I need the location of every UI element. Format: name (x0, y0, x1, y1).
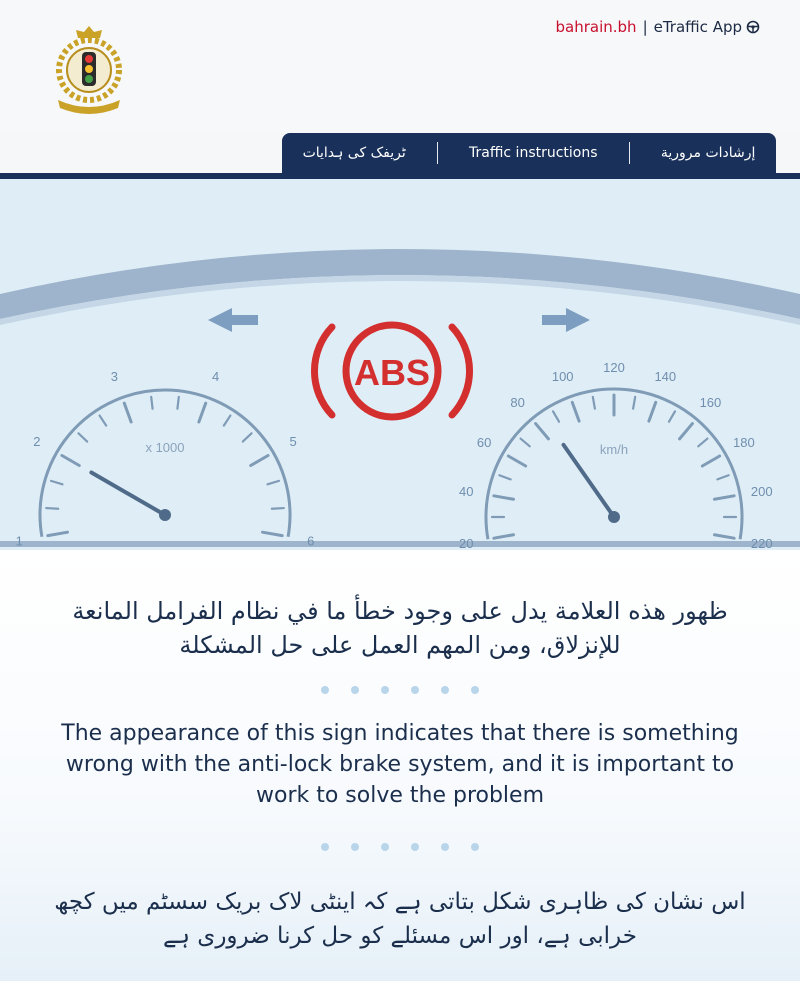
tach-tick-label: 4 (212, 368, 220, 384)
tach-tick-label: 5 (289, 434, 297, 449)
speedometer-unit-label: km/h (599, 442, 629, 457)
dot-separator (0, 843, 800, 851)
tach-tick (48, 532, 68, 535)
speedometer-tick (714, 496, 734, 499)
tach-tick (262, 532, 282, 535)
speedometer-tick-label: 180 (733, 435, 755, 450)
tach-tick (272, 508, 284, 509)
tach-tick (199, 403, 206, 422)
speedometer-tick (521, 439, 530, 447)
speedometer-needle-hub (608, 511, 620, 523)
tach-tick-label: 6 (307, 533, 315, 549)
tab-arabic[interactable]: إرشادات مرورية (660, 145, 756, 161)
speedometer-tick-label: 120 (603, 360, 625, 375)
tach-tick (124, 403, 131, 422)
speedometer-tick (508, 456, 525, 466)
language-tabs (282, 133, 776, 173)
speedometer-tick (593, 397, 595, 409)
speedometer-tick (494, 496, 514, 499)
tab-english[interactable]: Traffic instructions (469, 145, 598, 161)
tachometer-gauge (16, 369, 315, 549)
source-divider: | (642, 18, 648, 36)
urdu-message: اس نشان کی ظاہری شکل بتاتی ہے کہ اینٹی لاک بریک سسٹم میں کچھ خرابی ہے، اور اس مسئلے کو حل کرنا ضروری ہے (54, 889, 746, 949)
tach-tick (251, 456, 268, 466)
header-bar (0, 0, 800, 130)
tach-needle-hub (159, 509, 171, 521)
speedometer-tick-label: 60 (476, 435, 492, 450)
tab-divider (437, 142, 438, 164)
speedometer-tick-label: 80 (510, 395, 525, 411)
tab-urdu[interactable]: ٹریفک کی ہدایات (302, 145, 406, 161)
dot-separator (0, 686, 800, 694)
tach-tick (268, 481, 279, 484)
tach-tick (243, 433, 252, 441)
steering-wheel-icon (746, 20, 760, 34)
speedometer-tick (494, 535, 514, 538)
tach-tick (46, 508, 58, 509)
speedometer-tick (553, 411, 559, 421)
tach-tick (51, 481, 62, 484)
tach-tick-label: 1 (15, 533, 23, 549)
speedometer-tick-label: 140 (654, 369, 677, 385)
tab-divider (629, 142, 630, 164)
source-domain: bahrain.bh (555, 18, 637, 36)
english-message: The appearance of this sign indicates that there is something wrong with the anti-lock brake system, and it is important to work to solve the problem (61, 721, 739, 808)
speedometer-tick (680, 424, 693, 439)
tach-tick-label: 3 (110, 368, 118, 384)
speedometer-tick-label: 100 (551, 369, 574, 385)
speedometer-tick (714, 535, 734, 538)
tach-needle (91, 473, 165, 516)
speedometer-tick (536, 424, 549, 439)
traffic-directorate-emblem (48, 22, 130, 114)
speedometer-tick (669, 411, 675, 421)
tach-tick (78, 433, 87, 441)
tach-tick (62, 456, 79, 466)
right-turn-arrow-icon (542, 308, 590, 332)
tach-tick-label: 2 (33, 434, 41, 449)
speedometer-tick (499, 475, 510, 479)
dashboard-illustration (0, 179, 800, 550)
abs-label: ABS (353, 352, 431, 393)
tach-tick (151, 397, 152, 409)
dashboard-graphic (0, 179, 800, 550)
dashboard-base-line (0, 541, 800, 547)
arabic-message: ظهور هذه العلامة يدل على وجود خطأ ما في نظام الفرامل المانعة للإنزلاق، ومن المهم العمل على حل المشكلة (72, 597, 728, 659)
dashboard-visor (0, 249, 800, 319)
speedometer-tick-label: 20 (459, 536, 474, 550)
abs-warning-icon (314, 325, 469, 417)
speedometer-tick-label: 40 (459, 483, 474, 499)
tach-tick (224, 416, 231, 426)
speedometer-tick (572, 402, 579, 421)
speedometer-tick (633, 397, 635, 409)
tach-tick (100, 416, 107, 426)
tach-tick (177, 397, 178, 409)
speedometer-tick (649, 402, 656, 421)
speedometer-tick (702, 456, 719, 466)
message-area (0, 550, 800, 981)
speedometer-tick-label: 160 (699, 395, 722, 411)
speedometer-tick-label: 200 (750, 483, 773, 499)
speedometer-gauge (459, 360, 773, 550)
source-app: eTraffic App (653, 18, 742, 36)
speedometer-tick (698, 439, 707, 447)
speedometer-tick-label: 220 (750, 536, 773, 550)
speedometer-tick (717, 475, 728, 479)
left-turn-arrow-icon (208, 308, 258, 332)
tach-unit-label: x 1000 (145, 440, 185, 455)
source-credit (556, 18, 761, 36)
